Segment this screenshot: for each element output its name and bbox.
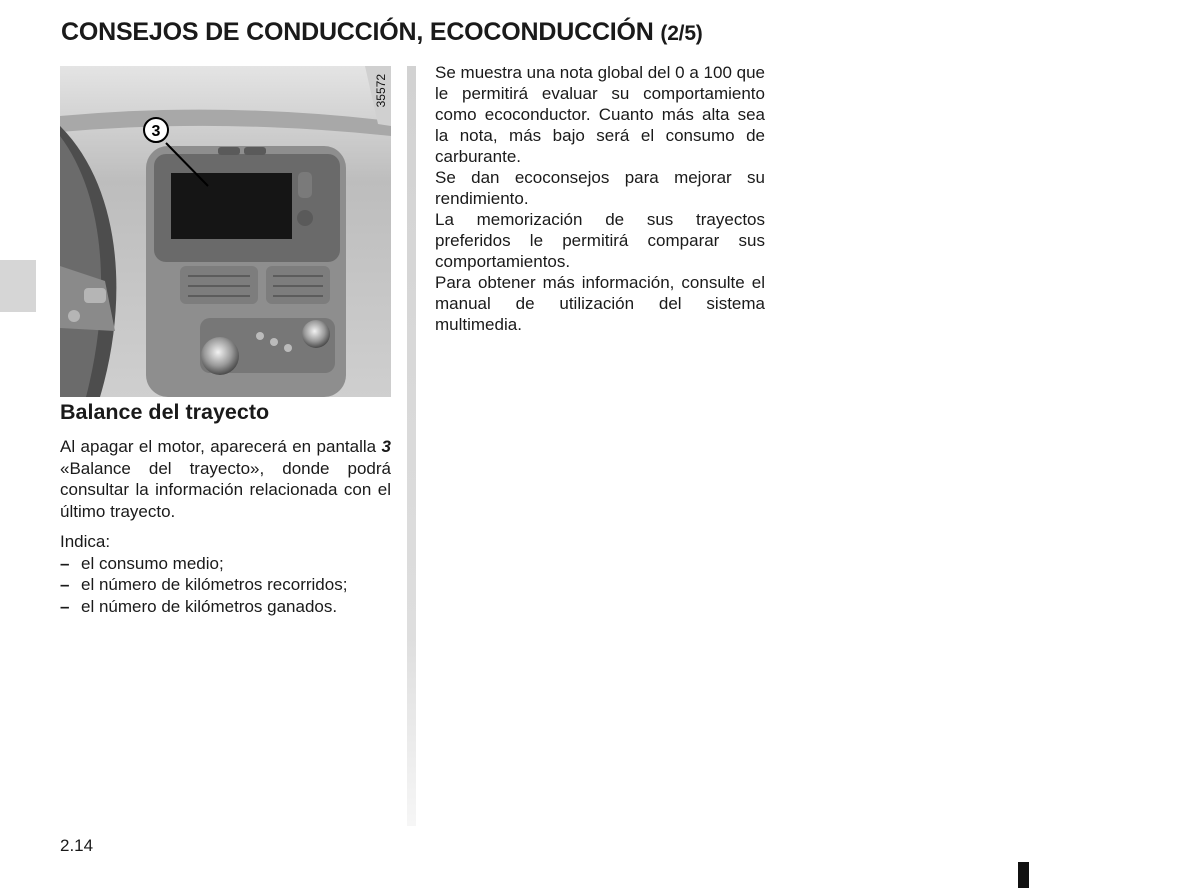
list-item <box>60 596 391 618</box>
list-dash: – <box>60 575 70 594</box>
section-tab-marker <box>0 260 36 312</box>
intro-paragraph <box>60 436 391 522</box>
left-column <box>60 400 391 617</box>
intro-text-before: Al apagar el motor, aparecerá en pantalla <box>60 437 377 456</box>
list-item-text: el consumo medio; <box>81 553 224 573</box>
title-text: CONSEJOS DE CONDUCCIÓN, ECOCONDUCCIÓN <box>61 18 654 46</box>
list-item <box>60 553 391 575</box>
intro-text-after: «Balance del trayecto», donde podrá consultar la información relacionada con el último trayecto. <box>60 458 391 521</box>
list-item-text: el número de kilómetros recorridos; <box>81 575 348 594</box>
title-part-indicator: (2/5) <box>660 22 703 45</box>
more-info-paragraph: Para obtener más información, consulte el manual de utilización del sistema multimedia. <box>435 273 765 334</box>
indica-label: Indica: <box>60 532 111 551</box>
figure-reference-code: 35572 <box>374 74 389 108</box>
page-number: 2.14 <box>60 836 94 855</box>
section-heading: Balance del trayecto <box>60 400 270 424</box>
screen-reference-number: 3 <box>381 437 391 456</box>
column-divider <box>407 66 416 826</box>
dashboard-multimedia-illustration <box>60 66 391 397</box>
trip-info-list <box>60 553 391 618</box>
page-title <box>61 18 703 47</box>
list-item <box>60 574 391 596</box>
right-column <box>435 62 765 335</box>
memorization-paragraph: La memorización de sus trayectos preferidos le permitirá comparar sus comportamientos. <box>435 210 765 271</box>
list-dash: – <box>60 596 70 616</box>
score-paragraph: Se muestra una nota global del 0 a 100 que le permitirá evaluar su comportamiento como ecoconductor. Cuanto más alta sea la nota, más bajo será el consumo de carburante. <box>435 63 765 166</box>
corner-print-mark <box>1018 862 1029 888</box>
callout-number: 3 <box>151 123 161 140</box>
ecotips-paragraph: Se dan ecoconsejos para mejorar su rendimiento. <box>435 168 765 208</box>
list-item-text: el número de kilómetros ganados. <box>81 596 338 616</box>
list-dash: – <box>60 553 70 573</box>
